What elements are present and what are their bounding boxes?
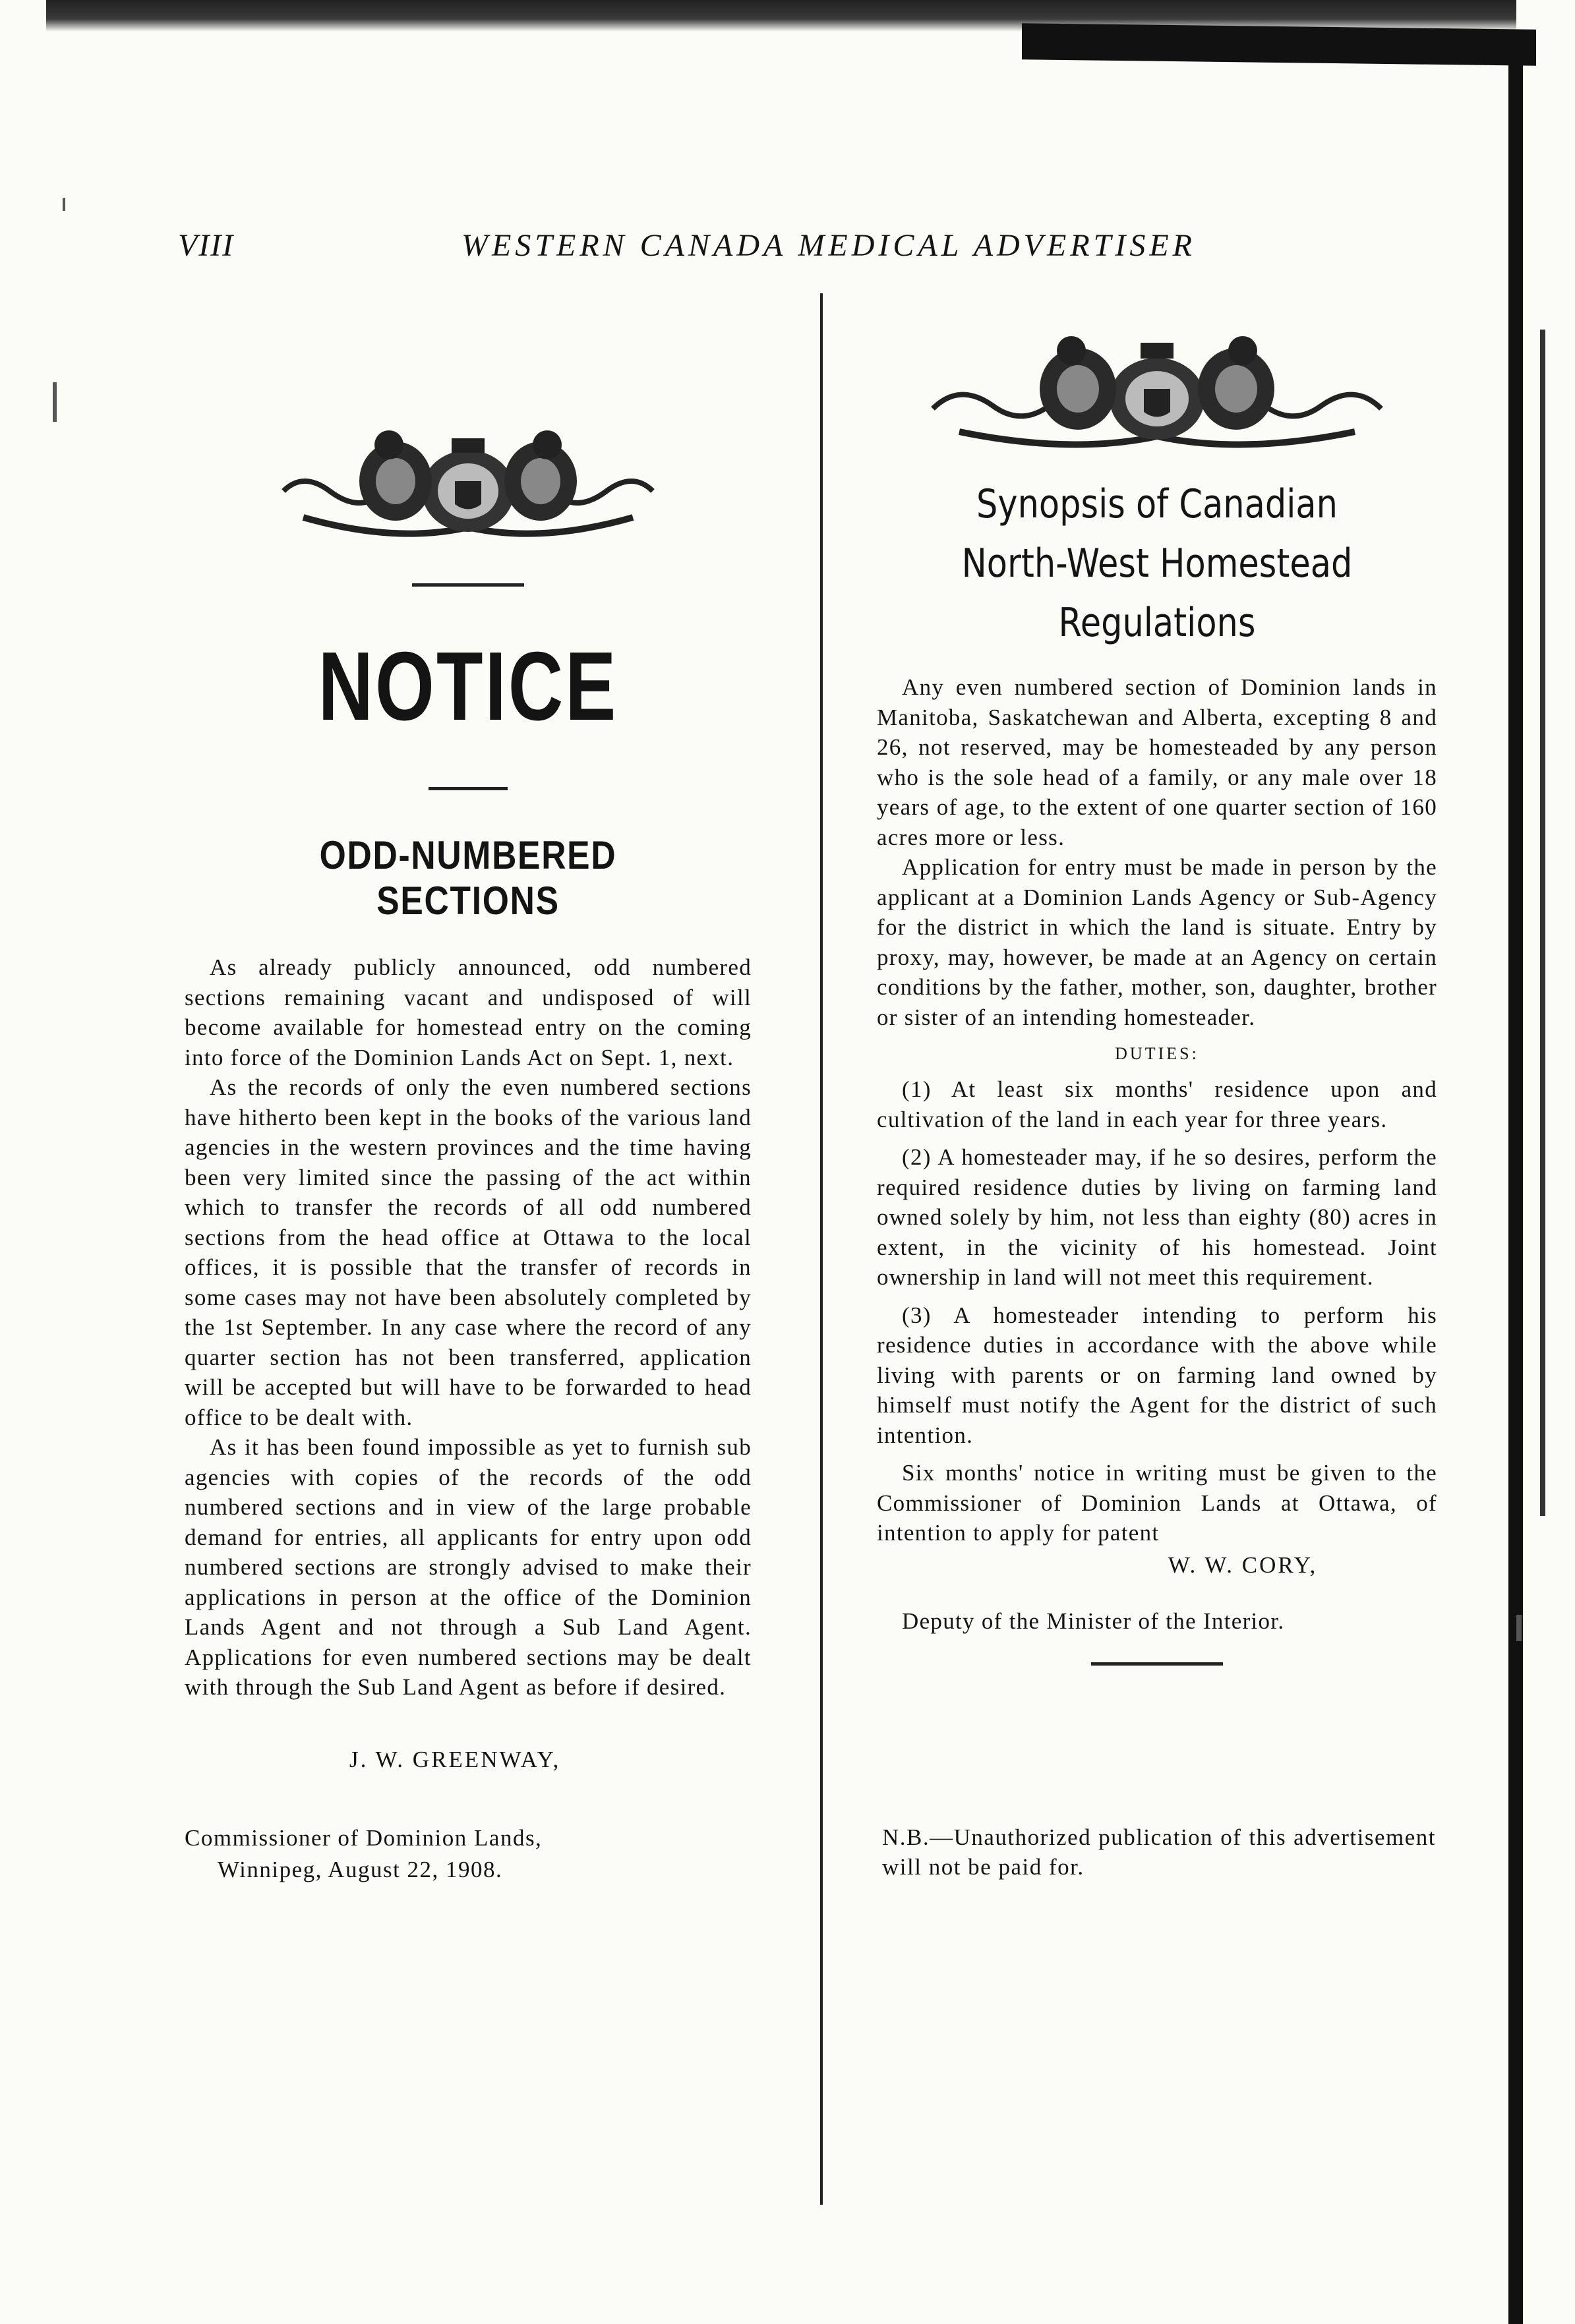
synopsis-heading-line-2: North-West Homestead <box>961 540 1353 587</box>
page-edge-right <box>1508 40 1523 2324</box>
footnote: N.B.—Unauthorized publication of this advertisement will not be paid for. <box>882 1824 1436 1880</box>
scan-speck <box>53 382 57 422</box>
duty-item: (1) At least six months' residence upon and cultivation of the land in each year for three years. <box>877 1076 1437 1132</box>
odd-numbered-heading: ODD-NUMBERED SECTIONS <box>319 833 617 923</box>
signature-title: Deputy of the Minister of the Interior. <box>902 1608 1285 1634</box>
signature-cory: W. W. CORY, <box>1168 1552 1318 1578</box>
running-head <box>178 227 1299 267</box>
duty-item: (2) A homesteader may, if he so desires, perform the required residence duties by living on farming land owned solely by him, not less than eighty (80) acres in extent, in the vicinity of his homestead. Joint ownership in land will not meet this requirement. <box>877 1144 1437 1290</box>
page-edge-scan-band-right <box>1022 23 1536 66</box>
divider <box>412 583 524 587</box>
paragraph: Any even numbered section of Dominion lands in Manitoba, Saskatchewan and Alberta, excepting 8 and 26, not reserved, may be homesteaded by any person who is the sole head of a family, or any male over 18 years of age, to the extent of one quarter section of 160 acres more or less. <box>877 674 1437 850</box>
coat-of-arms-icon <box>920 323 1394 455</box>
coat-of-arms-icon <box>264 419 672 550</box>
publication-title: WESTERN CANADA MEDICAL ADVERTISER <box>461 228 1196 263</box>
paragraph: Six months' notice in writing must be given to the Commissioner of Dominion Lands at Ottawa, of intention to apply for patent <box>877 1460 1437 1546</box>
signature-title: Commissioner of Dominion Lands, <box>185 1825 543 1851</box>
page-edge-right-inner <box>1540 330 1545 1516</box>
column-divider <box>820 293 823 2205</box>
right-column <box>877 297 1437 1666</box>
paragraph: As the records of only the even numbered sections have hitherto been kept in the books of the various land agencies in the western provinces and the time having been very limited since the passing of the act within which to transfer the records of all odd numbered sections from the head office at Ottawa to the local offices, it is possible that the transfer of records in some cases may not have been absolutely completed by the 1st September. In any case where the record of any quarter section has not been transferred, application will be accepted but will have to be forwarded to head office to be dealt with. <box>185 1074 752 1430</box>
left-column <box>185 297 752 1702</box>
scan-speck <box>1516 1615 1522 1641</box>
synopsis-heading-line-1: Synopsis of Canadian <box>976 481 1338 527</box>
divider <box>429 787 508 790</box>
page-number: VIII <box>178 228 235 263</box>
divider <box>1091 1662 1223 1666</box>
paragraph: Application for entry must be made in person by the applicant at a Dominion Lands Agency or Sub-Agency for the district in which the land is situate. Entry by proxy, may, however, be made at an Agency on certain conditions by the father, mother, son, daughter, brother or sister of an intending homesteader. <box>877 854 1437 1030</box>
signature-place-date: Winnipeg, August 22, 1908. <box>218 1857 503 1882</box>
paragraph: As it has been found impossible as yet to furnish sub agencies with copies of the records of the odd numbered sections and in view of the large probable demand for entries, all applicants for entry upon odd numbered sections are strongly advised to make their applications in person at the office of the Dominion Lands Agent and not through a Sub Land Agent. Applications for even numbered sections may be dealt with through the Sub Land Agent as before if desired. <box>185 1434 752 1700</box>
duties-heading: DUTIES: <box>1115 1044 1199 1063</box>
synopsis-heading-line-3: Regulations <box>1058 600 1256 646</box>
scan-speck <box>63 198 65 211</box>
signature-block-left <box>185 1822 752 1886</box>
notice-heading: NOTICE <box>318 632 618 741</box>
duty-item: (3) A homesteader intending to perform his residence duties in accordance with the above while living with parents or on farming land owned by himself must notify the Agent for the district of such intention. <box>877 1302 1437 1448</box>
signature-greenway: J. W. GREENWAY, <box>349 1747 561 1772</box>
paragraph: As already publicly announced, odd numbered sections remaining vacant and undisposed of will become available for homestead entry on the coming into force of the Dominion Lands Act on Sept. 1, next. <box>185 954 752 1070</box>
